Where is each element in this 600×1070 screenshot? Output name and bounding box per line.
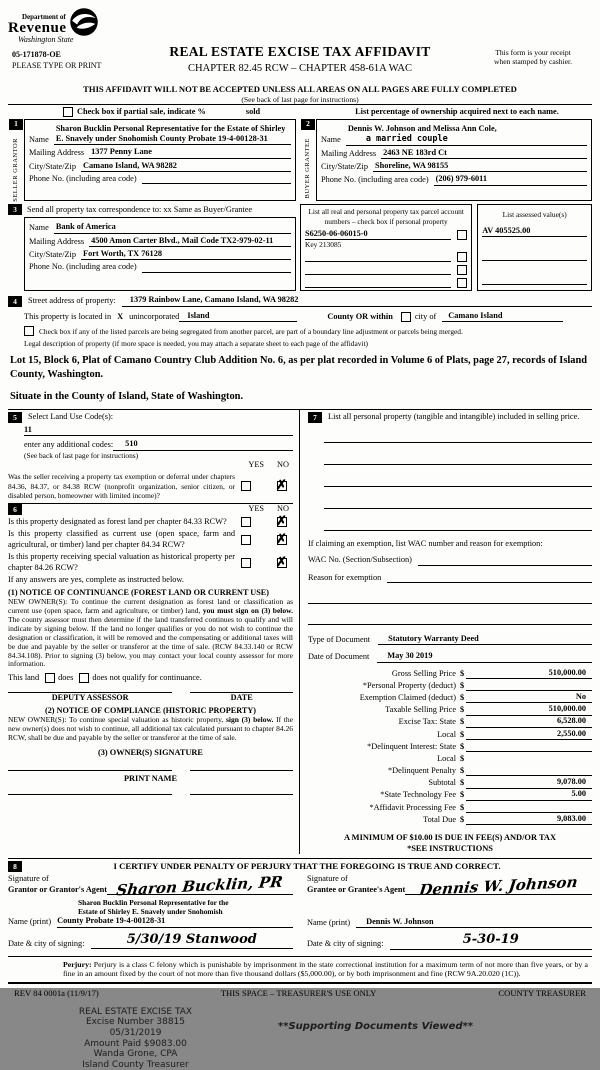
unincorporated-label: unincorporated [129, 311, 180, 321]
parcel-1-personal-checkbox [457, 230, 467, 240]
correspondence-heading: Send all property tax correspondence to: xx Same as Buyer/Grantee [27, 204, 253, 214]
grantor-print-block: Sharon Bucklin Personal Representative for the Estate of Shirley E. Snavely under Snohomish [78, 897, 229, 917]
print-name-line-2 [190, 794, 293, 795]
parcel-4-personal-checkbox [457, 278, 467, 288]
exemption-intro: If claiming an exemption, list WAC number and reason for exemption: [308, 538, 543, 548]
city-of-label: city of [414, 311, 437, 321]
buyer-city-value: Shoreline, WA 98155 [373, 161, 587, 172]
does-qualify-checkbox [45, 673, 55, 683]
exemption-no-checkbox [277, 481, 287, 491]
grantor-sig-label: Signature of Grantor or Grantor's Agent [8, 874, 108, 894]
reason-value-line [387, 573, 592, 583]
unincorporated-x-mark: X [117, 311, 124, 321]
deputy-assessor-label: DEPUTY ASSESSOR [51, 692, 129, 702]
exemption-question: Was the seller receiving a property tax exemption or deferral under chapters 84.36, 84.37, or 84.38 RCW (nonprofit organization, senior citizen, or disabled person, homeowner with limited income)? [8, 472, 235, 500]
parcel-key: Key 213085 [305, 240, 342, 250]
segregated-label: Check box if any of the listed parcels are being segregated from another parcel, are part of a boundary line adjustment or parcels being merged. [39, 326, 463, 336]
see-back-note: (See back of last page for instructions) [241, 94, 359, 104]
perjury-notice: Perjury: Perjury is a class C felony which is punishable by imprisonment in the state correctional institution for a maximum term of not more than five years, or by a fine in an amount fixed by the court of not more than five thousand dollars ($5,000.00), or by both imprisonment and fine (RCW 9A.20.020 (1C)). [8, 956, 592, 984]
county-treasurer-label: COUNTY TREASURER [498, 988, 586, 999]
if-yes-note: If any answers are yes, complete as instructed below. [8, 574, 184, 584]
section-4 [8, 295, 592, 404]
corr-phone-value [142, 272, 291, 273]
historical-no-checkbox [277, 558, 287, 568]
yes-no-header-5: YES NO [248, 459, 289, 469]
grantee-date-city-value: 5-30-19 [390, 932, 592, 949]
corr-city-label: City/State/Zip [29, 250, 77, 260]
excise-stamp: REAL ESTATE EXCISE TAX Excise Number 38815 05/31/2019 Amount Paid $9083.00 Wanda Grone, CPA Island County Treasurer [78, 1006, 193, 1070]
grantee-name-print-label: Name (print) [307, 917, 351, 927]
seller-city-value: Camano Island, WA 98282 [81, 161, 291, 172]
print-name-line-1 [8, 794, 172, 795]
logo-dept-text: Department of [22, 13, 66, 21]
current-use-question: Is this property classified as current use (open space, farm and agricultural, or timber) land per chapter 84.34 RCW? [8, 529, 235, 549]
notice-2-body: NEW OWNER(S): To continue special valuation as historic property, sign (3) below. If the new owner(s) does not wish to continue, all additional tax calculated pursuant to chapter 84.26 RCW, shall be due and payable by the seller or transferor at the time of sale. [8, 715, 293, 742]
section-5-number: 5 [8, 412, 22, 423]
forest-yes-checkbox [241, 517, 251, 527]
correspondence-fieldbox [24, 217, 296, 291]
amount-row-tech-fee: *State Technology Fee $ 5.00 [308, 789, 592, 801]
grantee-date-city-label: Date & city of signing: [307, 939, 384, 949]
logo-revenue-text: Revenue [8, 20, 67, 36]
county-value: Island [179, 311, 297, 322]
grantee-name-print-value: Dennis W. Johnson [356, 917, 592, 928]
owner-signature-line-1 [8, 770, 172, 771]
print-name-label: PRINT NAME [123, 773, 178, 783]
buyer-phone-label: Phone No. (including area code) [321, 175, 429, 185]
amount-row-delinquent-interest-local: Local $ [437, 753, 465, 763]
assessed-values-box [477, 204, 592, 291]
segregated-checkbox [24, 326, 34, 336]
forest-no-checkbox [277, 517, 287, 527]
correspondence-parcels-band [8, 204, 592, 291]
buyer-name-line2: a married couple [365, 133, 448, 144]
section-6-number: 6 [8, 504, 22, 515]
does-label: does [58, 673, 74, 683]
wac-value-line [418, 556, 592, 566]
grantor-signature: Sharon Bucklin, PR [107, 880, 293, 895]
amounts-table [308, 667, 592, 825]
corr-name-label: Name [29, 223, 49, 233]
seller-mailing-value: 1377 Penny Lane [89, 147, 291, 158]
grantor-name-print-value: County Probate 19-4-00128-31 [57, 916, 293, 927]
forest-land-question: Is this property designated as forest land per chapter 84.33 RCW? [8, 517, 227, 527]
historical-yes-checkbox [241, 558, 251, 568]
grantor-date-city-value: 5/30/19 Stanwood [91, 932, 293, 949]
street-address-label: Street address of property: [28, 296, 116, 306]
please-type-or-print: PLEASE TYPE OR PRINT [12, 61, 102, 70]
city-checkbox [401, 312, 411, 322]
treasurer-space-label: THIS SPACE – TREASURER'S USE ONLY [220, 988, 377, 999]
mid-columns [8, 409, 592, 854]
dor-swirl-icon [69, 7, 99, 40]
historical-question: Is this property receiving special valuation as historical property per chapter 84.26 RCW? [8, 552, 235, 572]
amount-row-excise-local: Local $ 2,550.00 [308, 728, 592, 740]
buyer-phone-value: (206) 979-6011 [434, 174, 587, 185]
footer-row [8, 988, 592, 999]
section-7-number: 7 [308, 412, 322, 423]
legal-situate-text: Situate in the County of Island, State of Washington. [10, 391, 244, 403]
grantee-signature: Dennis W. Johnson [405, 880, 592, 895]
certify-statement: I CERTIFY UNDER PENALTY OF PERJURY THAT THE FOREGOING IS TRUE AND CORRECT. [113, 861, 501, 872]
corr-name-value: Bank of America [54, 222, 291, 233]
notice-1-title: (1) NOTICE OF CONTINUANCE (FOREST LAND OR CURRENT USE) [8, 588, 269, 598]
parcel-heading: List all real and personal property tax parcel account numbers – check box if personal property [308, 207, 464, 226]
buyer-name-value: Dennis W. Johnson and Melissa Ann Cole, a married couple [346, 124, 587, 146]
this-land-label: This land [8, 673, 40, 683]
section-8-number: 8 [8, 861, 22, 872]
section-1-number: 1 [9, 119, 23, 130]
amount-row-gross: Gross Selling Price $ 510,000.00 [308, 667, 592, 679]
doc-date-label: Date of Document [308, 652, 370, 662]
section-2-number: 2 [301, 119, 315, 130]
owner-signature-line-2 [190, 770, 293, 771]
sold-label: sold [245, 107, 261, 117]
buyer-mailing-label: Mailing Address [321, 148, 377, 158]
rev-number: REV 84 0001a (11/9/17) [14, 988, 99, 999]
amount-row-subtotal: Subtotal $ 9,078.00 [308, 776, 592, 788]
corr-mailing-label: Mailing Address [29, 236, 85, 246]
amount-row-total-due: Total Due $ 9,083.00 [308, 813, 592, 825]
form-subtitle: CHAPTER 82.45 RCW – CHAPTER 458-61A WAC [188, 62, 412, 74]
buyer-name-label: Name [321, 135, 341, 145]
seller-phone-label: Phone No. (including area code) [29, 174, 137, 184]
notice-1-body: NEW OWNER(S): To continue the current designation as forest land or classification as current use (open space, farm and agriculture, or timber) land, you must sign on (3) below. The county assessor must then determine if the land transferred continues to qualify and will indicate by signing below. If the land no longer qualifies or you do not wish to continue the designation or classification, it will be removed and the compensating or additional taxes will be due and payable by the seller or transferor at the time of sale. (RCW 84.33.140 or RCW 84.34.108). Prior to signing (3) below, you may contact your local county assessor for more information. [8, 597, 293, 669]
corr-phone-label: Phone No. (including area code) [29, 262, 137, 272]
buyer-mailing-value: 2463 NE 183rd Ct [381, 148, 587, 159]
seller-grantor-side-label: SELLER GRANTOR [12, 137, 20, 202]
left-column [8, 410, 300, 854]
logo-state-text: Washington State [18, 35, 74, 44]
assessed-heading: List assessed value(s) [502, 210, 567, 220]
seller-city-label: City/State/Zip [29, 161, 77, 171]
land-use-code-value: 11 [24, 425, 293, 436]
form-code: 05-171878-OE [12, 50, 61, 59]
parcel-2-personal-checkbox [457, 252, 467, 262]
doc-date-value: May 30 2019 [377, 651, 592, 662]
legal-description-text: Lot 15, Block 6, Plat of Camano Country Club Addition No. 6, as per plat recorded in Volume 6 of Plats, page 27, records of Island County, Washington. [10, 355, 588, 380]
doc-type-label: Type of Document [308, 635, 371, 645]
located-in-label: This property is located in [24, 311, 112, 321]
partial-sale-checkbox [63, 107, 73, 117]
ownership-percentage-note: List percentage of ownership acquired next to each name. [355, 107, 559, 117]
additional-codes-value: 510 [113, 439, 293, 450]
seller-phone-value [142, 183, 291, 184]
parcel-numbers-box [300, 204, 472, 291]
buyer-fieldbox [316, 119, 592, 202]
minimum-due-note: A MINIMUM OF $10.00 IS DUE IN FEE(S) AND/OR TAX [343, 833, 557, 843]
wac-label: WAC No. (Section/Subsection) [308, 555, 412, 565]
see-back-instructions: (See back of last page for instructions) [24, 450, 139, 460]
warning-line: THIS AFFIDAVIT WILL NOT BE ACCEPTED UNLESS ALL AREAS ON ALL PAGES ARE FULLY COMPLETED [83, 84, 517, 94]
right-column [300, 410, 592, 854]
section-4-number: 4 [8, 296, 22, 307]
seller-name-label: Name [29, 134, 49, 144]
section-3-number: 3 [8, 204, 22, 215]
buyer-grantee-side-label: BUYER GRANTEE [304, 137, 312, 199]
partial-sale-row [8, 104, 592, 118]
assessed-value-1: AV 405525.00 [482, 226, 587, 237]
amount-row-processing-fee: *Affidavit Processing Fee $ [308, 801, 592, 813]
reason-label: Reason for exemption [308, 572, 382, 582]
buyer-city-label: City/State/Zip [321, 161, 369, 171]
personal-property-heading: List all personal property (tangible and intangible) included in selling price. [328, 411, 580, 421]
partial-sale-label: Check box if partial sale, indicate % [77, 107, 206, 117]
exemption-yes-checkbox [241, 481, 251, 491]
grantor-name-print-label: Name (print) [8, 917, 52, 927]
amount-row-exemption-claimed: Exemption Claimed (deduct) $ No [308, 691, 592, 703]
seller-mailing-label: Mailing Address [29, 148, 85, 158]
owners-signature-label: (3) OWNER(S) SIGNATURE [98, 747, 203, 757]
county-or-within-label: County OR within [327, 311, 393, 321]
grantor-date-city-label: Date & city of signing: [8, 938, 85, 948]
corr-city-value: Fort Worth, TX 76128 [81, 249, 291, 260]
amount-row-personal-property: *Personal Property (deduct) $ [308, 679, 592, 691]
does-not-qualify-checkbox [79, 673, 89, 683]
amount-row-excise-state: Excise Tax: State $ 6,528.00 [308, 716, 592, 728]
parties-band [8, 119, 592, 202]
seller-fieldbox [24, 119, 296, 202]
city-value: Camano Island [442, 311, 563, 322]
street-address-value: 1379 Rainbow Lane, Camano Island, WA 98282 [122, 295, 400, 306]
seller-name-value: Sharon Bucklin Personal Representative for the Estate of Shirley E. Snavely under Snohomish County Probate 19-4-00128-31 [54, 124, 291, 146]
see-instructions-note: *SEE INSTRUCTIONS [407, 843, 493, 853]
treasurer-stamp-row [8, 1007, 592, 1070]
section-8 [8, 858, 592, 949]
legal-description-label: Legal description of property (if more space is needed, you may attach a separate sheet to each page of the affidavit) [24, 339, 368, 349]
form-title: REAL ESTATE EXCISE TAX AFFIDAVIT [169, 44, 431, 59]
corr-mailing-value: 4500 Amon Carter Blvd., Mail Code TX2-979-02-11 [89, 236, 291, 247]
parcel-3-personal-checkbox [457, 265, 467, 275]
header [8, 6, 592, 98]
current-use-yes-checkbox [241, 535, 251, 545]
does-not-label: does not qualify for continuance. [92, 673, 202, 683]
receipt-note: This form is your receipt when stamped by cashier. [493, 48, 573, 67]
date-label: DATE [230, 692, 253, 702]
parcel-1-value: S6250-06-06015-0 [305, 229, 451, 240]
land-use-heading: Select Land Use Code(s): [28, 412, 114, 422]
doc-type-value: Statutory Warranty Deed [378, 634, 592, 645]
grantee-sig-label: Signature of Grantee or Grantee's Agent [307, 874, 406, 894]
notice-2-title: (2) NOTICE OF COMPLIANCE (HISTORIC PROPERTY) [44, 705, 256, 715]
yes-no-header-6: YES NO [248, 504, 289, 514]
current-use-no-checkbox [277, 535, 287, 545]
supporting-documents-note: **Supporting Documents Viewed** [278, 1020, 474, 1032]
amount-row-delinquent-interest-state: *Delinquent Interest: State $ [308, 740, 592, 752]
amount-row-delinquent-penalty: *Delinquent Penalty $ [308, 764, 592, 776]
amount-row-taxable: Taxable Selling Price $ 510,000.00 [308, 703, 592, 715]
additional-codes-label: enter any additional codes: [24, 440, 114, 450]
